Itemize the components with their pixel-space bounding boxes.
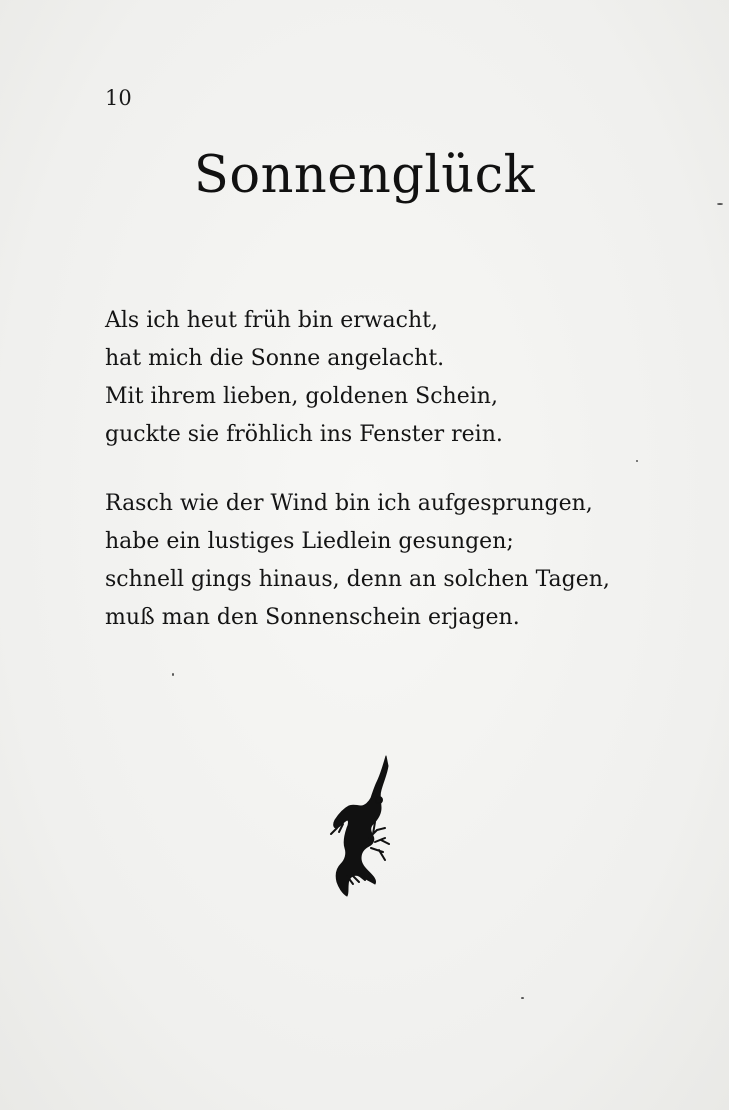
paper-speck	[521, 997, 524, 999]
poem-line: habe ein lustiges Liedlein gesungen;	[105, 529, 514, 554]
poem-line: Rasch wie der Wind bin ich aufgesprungen,	[105, 491, 593, 516]
poem-title: Sonnenglück	[193, 146, 536, 205]
poem-line: muß man den Sonnenschein erjagen.	[105, 605, 520, 630]
poem-line: guckte sie fröhlich ins Fenster rein.	[105, 422, 503, 447]
stanza-2	[105, 485, 665, 637]
page-number: 10	[105, 86, 132, 110]
stanza-1	[105, 302, 665, 454]
silhouette-vignette-icon	[325, 752, 395, 898]
paper-speck	[636, 460, 638, 462]
poem-line: schnell gings hinaus, denn an solchen Tagen,	[105, 567, 610, 592]
paper-speck	[717, 203, 723, 205]
paper-speck	[172, 673, 174, 676]
poem-line: hat mich die Sonne angelacht.	[105, 346, 445, 371]
poem-line: Als ich heut früh bin erwacht,	[105, 308, 438, 333]
poem-line: Mit ihrem lieben, goldenen Schein,	[105, 384, 498, 409]
